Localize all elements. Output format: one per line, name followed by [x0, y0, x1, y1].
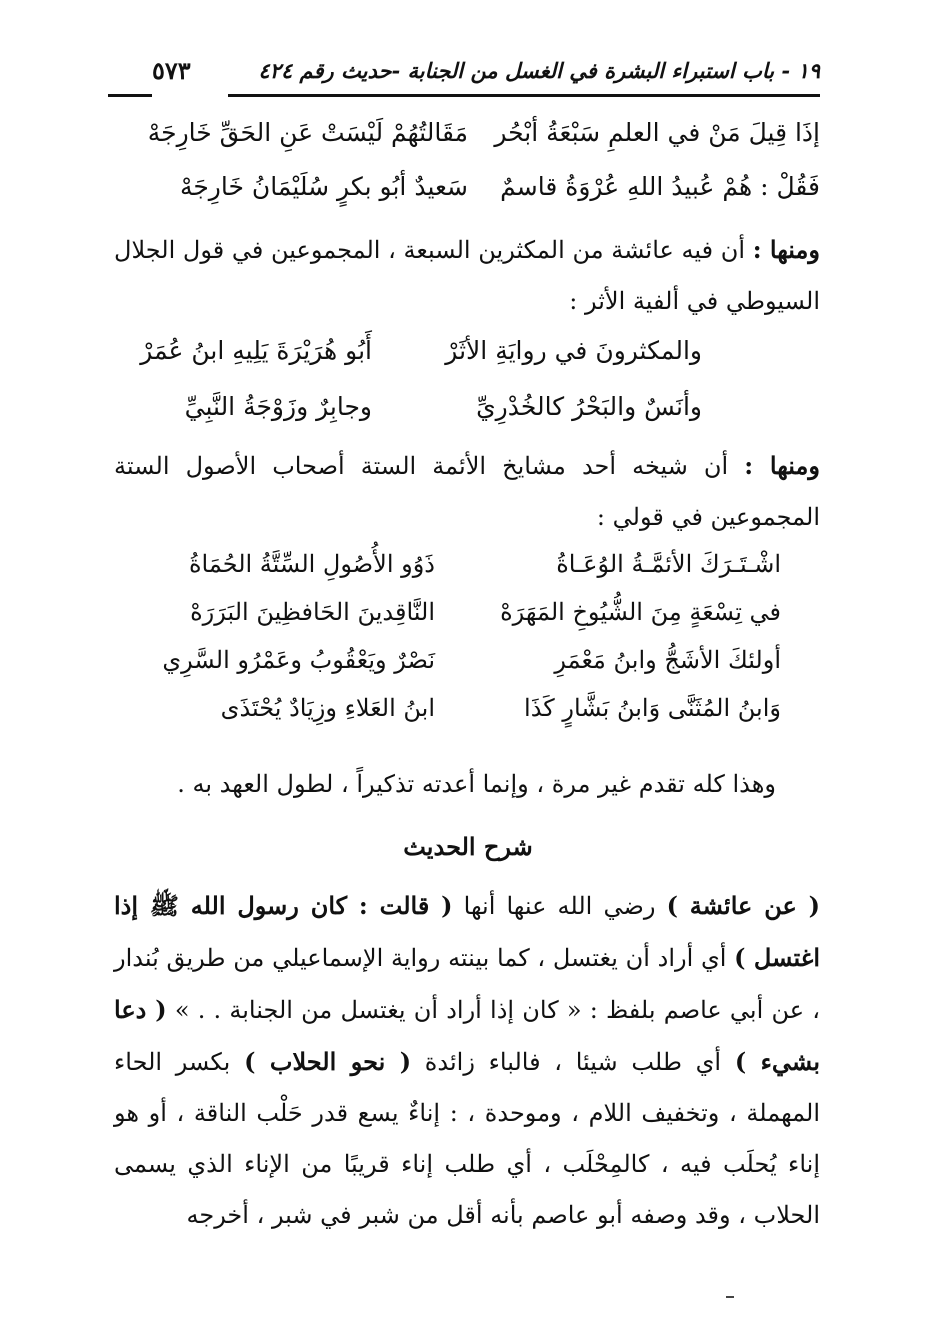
poem-row [141, 646, 781, 694]
paragraph-text: أن فيه عائشة من المكثرين السبعة ، المجموعين في قول الجلال السيوطي في ألفية الأثر : [114, 236, 820, 315]
commentary-bold-phrase: ( نحو الحلاب ) [244, 1047, 412, 1076]
commentary-text: رضي الله عنها أنها [463, 892, 656, 920]
verse-hemistich-second: سَعيدٌ أبُو بكرٍ سُلَيْمَانُ خَارِجَهْ [179, 172, 468, 201]
closing-sentence: وهذا كله تقدم غير مرة ، وإنما أعدته تذكيراً ، لطول العهد به . [177, 770, 776, 798]
poem-hemistich-second: النَّاقِدينَ الحَافظِينَ البَرَرَهْ [190, 598, 435, 626]
header-short-rule [108, 94, 152, 97]
verse-hemistich-first: والمكثرونَ في روايَةِ الأثَرْ [445, 336, 702, 365]
commentary-bold-phrase: ( عن عائشة ) [666, 891, 820, 920]
poem-hemistich-second: ابنُ العَلاءِ وزِيَادٌ يُحْتَذَى [220, 694, 435, 722]
poem-row [141, 550, 781, 598]
commentary-text: أي أراد أن يغتسل ، كما بينته رواية الإسماعيلي من طريق بُندار ، عن أبي عاصم بلفظ : « كان إذا أراد أن يغتسل من الجنابة . . » [114, 944, 820, 1024]
verse-hemistich-first: وأنَسٌ والبَحْرُ كالخُدْرِيِّ [476, 392, 702, 421]
paragraph-shaykh [114, 440, 820, 543]
paragraph-mukthirin [114, 224, 820, 327]
commentary-text: بكسر الحاء المهملة ، وتخفيف اللام ، وموحدة ، : إناءٌ يسع قدر حَلْب الناقة ، أو هو إناء يُحلَب فيه ، كالمِحْلَب ، أي طلب إناء قريبًا من الإناء الذي يسمى الحلاب ، وقد وصفه أبو عاصم بأنه أقل من شبر في شبر ، أخرجه [114, 1048, 820, 1229]
verse-hemistich-first: فَقُلْ : هُمْ عُبيدُ اللهِ عُرْوَةُ قاسمٌ [500, 172, 820, 201]
page-number: ٥٧٣ [152, 56, 191, 85]
paragraph-text: أن شيخه أحد مشايخ الأئمة الستة أصحاب الأصول الستة المجموعين في قولي : [114, 452, 820, 531]
verse-hemistich-second: أَبُو هُرَيْرَةَ يَلِيهِ ابنُ عُمَرْ [140, 336, 372, 365]
running-header [108, 52, 820, 100]
paragraph-lead: ومنها : [744, 451, 820, 480]
verse-line [120, 172, 820, 224]
paragraph-lead: ومنها : [752, 235, 820, 264]
poem-imams [141, 550, 781, 742]
verse-line [120, 118, 820, 170]
verse-hemistich-second: مَقَالتُهُمْ لَيْسَتْ عَنِ الحَقِّ خَارِجَهْ [147, 118, 468, 147]
commentary-bold-phrase: ( دعا بشيء ) [114, 995, 820, 1076]
poem-row [141, 598, 781, 646]
verse-line [122, 392, 702, 444]
verse-line [122, 336, 702, 388]
section-heading: شرح الحديث [403, 832, 533, 861]
poem-hemistich-first: اشْـتَـرَكَ الأئمَّـةُ الوُعَـاةُ [556, 550, 781, 578]
verse-hemistich-second: وجابِرٌ وزَوْجَةُ النَّبِيِّ [184, 392, 372, 421]
verse-hemistich-first: إذَا قِيلَ مَنْ في العلمِ سَبْعَةُ أبْحُر [494, 118, 820, 147]
poem-hemistich-second: نَصْرٌ ويَعْقُوبُ وعَمْرُو السَّرِي [162, 646, 435, 674]
commentary-text: أي طلب شيئا ، فالباء زائدة [424, 1048, 722, 1076]
commentary-paragraph [114, 880, 820, 1241]
chapter-title: ١٩ - باب استبراء البشرة في الغسل من الجنابة -حديث رقم ٤٢٤ [258, 58, 820, 83]
footer-mark [726, 1296, 734, 1298]
commentary-bold-phrase: ( قالت : كان رسول الله ﷺ إذا اغتسل ) [114, 891, 820, 972]
poem-hemistich-first: في تِسْعَةٍ مِنَ الشُّيُوخِ المَهَرَهْ [500, 598, 781, 626]
poem-hemistich-second: ذَوُو الأُصُولِ السِّتَّةُ الحُمَاةُ [188, 550, 435, 578]
poem-hemistich-first: أولئكَ الأشَجُّ وابنُ مَعْمَرِ [554, 646, 781, 674]
poem-row [141, 694, 781, 742]
poem-hemistich-first: وَابنُ المُثَنَّى وَابنُ بَشَّارٍ كَذَا [524, 694, 781, 722]
